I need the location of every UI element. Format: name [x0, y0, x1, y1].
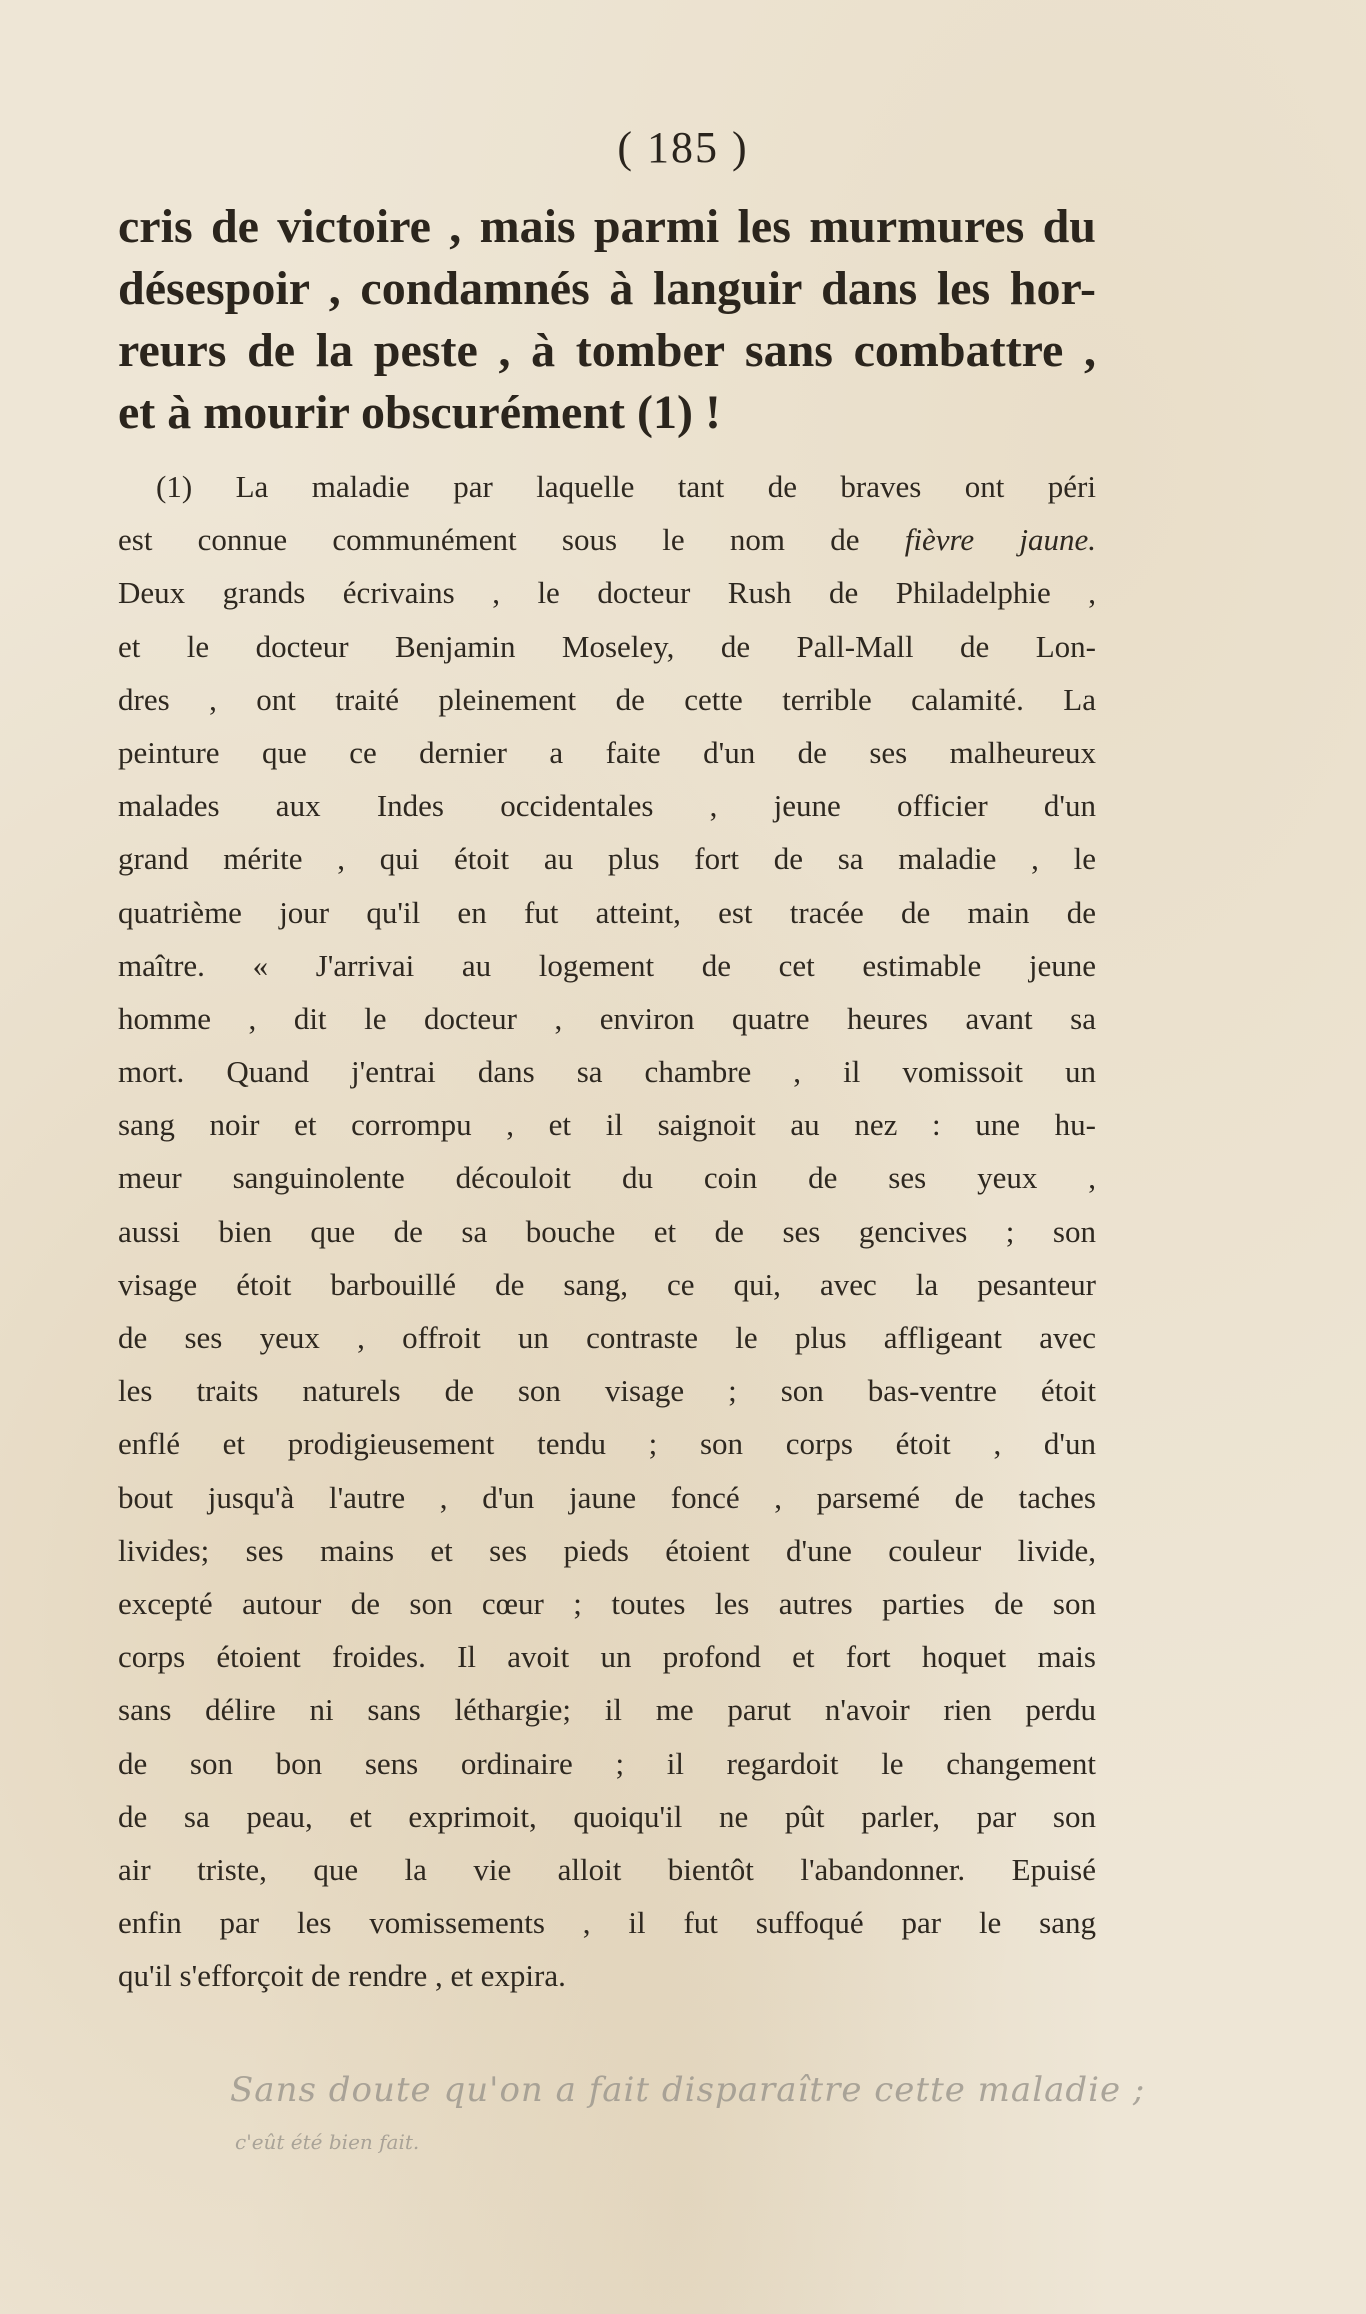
footnote-line: corps étoient froides. Il avoit un profond et fort hoquet mais — [118, 1639, 1096, 1675]
footnote-line: de ses yeux , offroit un contraste le plus affligeant avec — [118, 1320, 1096, 1355]
footnote-italic-term: fièvre jaune. — [904, 522, 1096, 558]
text-line: reurs de la peste , à tomber sans combattre , — [118, 324, 1096, 377]
footnote-line: grand mérite , qui étoit au plus fort de sa maladie , le — [118, 841, 1096, 877]
footnote-line: aussi bien que de sa bouche et de ses gencives ; son — [118, 1213, 1096, 1249]
handwritten-annotation: Sans doute qu'on a fait disparaître cette maladie ; — [230, 2070, 1146, 2110]
footnote-line: malades aux Indes occidentales , jeune officier d'un — [118, 788, 1096, 824]
footnote-line: air triste, que la vie alloit bientôt l'abandonner. Epuisé — [118, 1851, 1096, 1887]
footnote-line: visage étoit barbouillé de sang, ce qui, avec la pesanteur — [118, 1266, 1096, 1302]
footnote-line: Deux grands écrivains , le docteur Rush de Philadelphie , — [118, 575, 1096, 611]
main-text — [118, 196, 1096, 444]
footnote-line: sans délire ni sans léthargie; il me parut n'avoir rien perdu — [118, 1692, 1096, 1728]
footnote-lines — [118, 566, 1096, 2002]
handwritten-annotation: c'eût été bien fait. — [235, 2130, 420, 2154]
footnote-line: bout jusqu'à l'autre , d'un jaune foncé , parsemé de taches — [118, 1479, 1096, 1515]
footnote — [118, 460, 1096, 2002]
footnote-line: enfin par les vomissements , il fut suffoqué par le sang — [118, 1905, 1096, 1941]
footnote-line: maître. « J'arrivai au logement de cet estimable jeune — [118, 947, 1096, 983]
footnote-line: sang noir et corrompu , et il saignoit au nez : une hu- — [118, 1107, 1096, 1143]
footnote-line: (1) La maladie par laquelle tant de braves ont péri — [156, 469, 1096, 504]
footnote-line: de sa peau, et exprimoit, quoiqu'il ne pût parler, par son — [118, 1798, 1096, 1834]
text-line: cris de victoire , mais parmi les murmures du — [118, 200, 1096, 253]
footnote-line: meur sanguinolente découloit du coin de ses yeux , — [118, 1160, 1096, 1196]
text-line: désespoir , condamnés à languir dans les hor- — [118, 262, 1096, 315]
footnote-line: excepté autour de son cœur ; toutes les autres parties de son — [118, 1585, 1096, 1621]
footnote-line — [118, 513, 1096, 566]
footnote-line: enflé et prodigieusement tendu ; son corps étoit , d'un — [118, 1426, 1096, 1462]
footnote-line: dres , ont traité pleinement de cette terrible calamité. La — [118, 681, 1096, 717]
footnote-line: homme , dit le docteur , environ quatre heures avant sa — [118, 1000, 1096, 1036]
footnote-line: quatrième jour qu'il en fut atteint, est tracée de main de — [118, 894, 1096, 930]
footnote-line: peinture que ce dernier a faite d'un de ses malheureux — [118, 734, 1096, 770]
footnote-line: qu'il s'efforçoit de rendre , et expira. — [118, 1958, 566, 1994]
text-line: et à mourir obscurément (1) ! — [118, 386, 721, 439]
footnote-line: de son bon sens ordinaire ; il regardoit le changement — [118, 1745, 1096, 1781]
footnote-text: est connue communément sous le nom de — [118, 522, 905, 558]
footnote-line: livides; ses mains et ses pieds étoient d'une couleur livide, — [118, 1532, 1096, 1568]
footnote-line: et le docteur Benjamin Moseley, de Pall-Mall de Lon- — [118, 628, 1096, 664]
footnote-line: mort. Quand j'entrai dans sa chambre , il vomissoit un — [118, 1054, 1096, 1090]
page-number: ( 185 ) — [617, 123, 749, 172]
footnote-line: les traits naturels de son visage ; son bas-ventre étoit — [118, 1373, 1096, 1409]
